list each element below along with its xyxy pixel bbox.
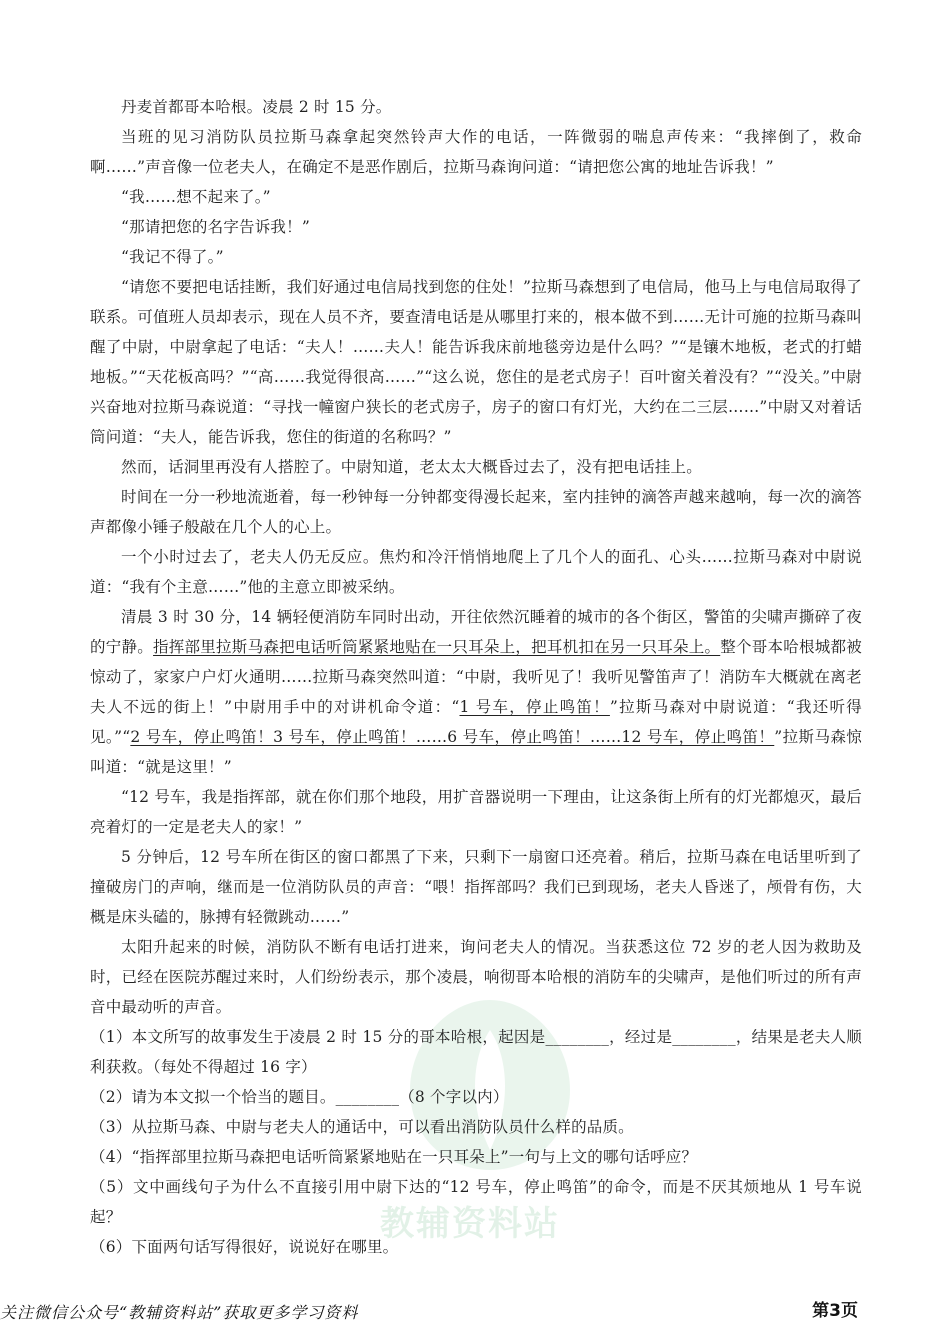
question-3: （3）从拉斯马森、中尉与老夫人的通话中，可以看出消防队员什么样的品质。	[90, 1118, 634, 1136]
paragraph: 丹麦首都哥本哈根。凌晨 2 时 15 分。	[121, 98, 392, 116]
paragraph: “请您不要把电话挂断，我们好通过电信局找到您的住处！”拉斯马森想到了电信局，他马上与电信局取得了联系。可值班人员却表示，现在人员不齐，要查清电话是从哪里打来的，根本做不到……无计可施的拉斯马森叫醒了中尉，中尉拿起了电话：“夫人！……夫人！能告诉我床前地毯旁边是什么吗？”“是镶木地板，老式的打蜡地板。”“天花板高吗？”“高……我觉得很高……”“这么说，您住的是老式房子！百叶窗关着没有？”“没关。”中尉兴奋地对拉斯马森说道：“寻找一幢窗户狭长的老式房子，房子的窗口有灯光，大约在二三层……”中尉又对着话筒问道：“夫人，能告诉我，您住的街道的名称吗？”	[90, 278, 862, 446]
question-5: （5）文中画线句子为什么不直接引用中尉下达的“12 号车，停止鸣笛”的命令，而是不厌其烦地从 1 号车说起？	[90, 1178, 862, 1226]
underlined-sentence: 2 号车，停止鸣笛！3 号车，停止鸣笛！……6 号车，停止鸣笛！……12 号车，停止鸣笛！	[130, 728, 775, 746]
text-run: ”拉斯马森对中尉说道：“我还听得见。”“	[90, 698, 862, 746]
paragraph: 时间在一分一秒地流逝着，每一秒钟每一分钟都变得漫长起来，室内挂钟的滴答声越来越响，每一次的滴答声都像小锤子般敲在几个人的心上。	[90, 488, 862, 536]
underlined-sentence: 指挥部里拉斯马森把电话听筒紧紧地贴在一只耳朵上，把耳机扣在另一只耳朵上。	[153, 638, 721, 656]
text-run: 整个哥本哈根城都被惊动了，家家户户灯火通明……拉斯马森突然叫道：“中尉，我听见了！我听见警笛声了！消防车大概就在离老夫人不远的街上！”中尉用手中的对讲机命令道：“	[90, 638, 862, 716]
underlined-sentence: 1 号车，停止鸣笛！	[459, 698, 610, 716]
text-run: ”拉斯马森惊叫道：“就是这里！”	[90, 728, 862, 776]
paragraph-underlined	[90, 602, 862, 782]
paragraph: “12 号车，我是指挥部，就在你们那个地段，用扩音器说明一下理由，让这条街上所有的灯光都熄灭，最后亮着灯的一定是老夫人的家！”	[90, 788, 862, 836]
question-1: （1）本文所写的故事发生于凌晨 2 时 15 分的哥本哈根，起因是________，经过是________，结果是老夫人顺利获救。（每处不得超过 16 字）	[90, 1028, 862, 1076]
text-run: 清晨 3 时 30 分，14 辆轻便消防车同时出动，开往依然沉睡着的城市的各个街区，警笛的尖啸声撕碎了夜的宁静。	[90, 608, 862, 656]
question-2: （2）请为本文拟一个恰当的题目。________（8 个字以内）	[90, 1088, 509, 1106]
page-number: 第3页	[812, 1301, 858, 1321]
footer-promo-text: 关注微信公众号“教辅资料站”获取更多学习资料	[0, 1303, 359, 1322]
paragraph: “我……想不起来了。”	[121, 188, 271, 206]
paragraph: “那请把您的名字告诉我！”	[121, 218, 310, 236]
article-body	[90, 92, 862, 1262]
paragraph: 一个小时过去了，老夫人仍无反应。焦灼和冷汗悄悄地爬上了几个人的面孔、心头……拉斯马森对中尉说道：“我有个主意……”他的主意立即被采纳。	[90, 548, 862, 596]
question-6: （6）下面两句话写得很好，说说好在哪里。	[90, 1238, 399, 1256]
paragraph: 然而，话洞里再没有人搭腔了。中尉知道，老太太大概昏过去了，没有把电话挂上。	[121, 458, 702, 476]
watermark-text: 教辅资料站	[380, 1204, 560, 1244]
paragraph: “我记不得了。”	[121, 248, 224, 266]
question-4: （4）“指挥部里拉斯马森把电话听筒紧紧地贴在一只耳朵上”一句与上文的哪句话呼应？	[90, 1148, 698, 1166]
paragraph: 太阳升起来的时候，消防队不断有电话打进来，询问老夫人的情况。当获悉这位 72 岁的老人因为救助及时，已经在医院苏醒过来时，人们纷纷表示，那个凌晨，响彻哥本哈根的消防车的尖啸声，是他们听过的所有声音中最动听的声音。	[90, 938, 862, 1016]
paragraph: 当班的见习消防队员拉斯马森拿起突然铃声大作的电话，一阵微弱的喘息声传来：“我摔倒了，救命啊……”声音像一位老夫人，在确定不是恶作剧后，拉斯马森询问道：“请把您公寓的地址告诉我！”	[90, 128, 862, 176]
paragraph: 5 分钟后，12 号车所在街区的窗口都黑了下来，只剩下一扇窗口还亮着。稍后，拉斯马森在电话里听到了撞破房门的声响，继而是一位消防队员的声音：“喂！指挥部吗？我们已到现场，老夫人昏迷了，颅骨有伤，大概是床头磕的，脉搏有轻微跳动……”	[90, 848, 862, 926]
